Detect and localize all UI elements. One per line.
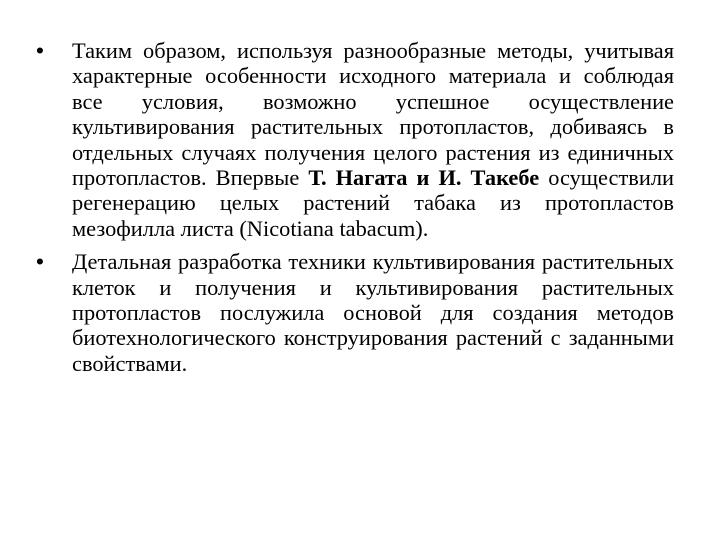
bullet-text: Таким образом, используя разнообразные методы, учитывая характерные особенности исходного материала и соблюдая все условия, возможно успешное осуществление культивирования растительных протопластов, добиваясь в отдельных случаях получения целого растения из единичных протопластов. Впервые bbox=[72, 38, 674, 191]
bullet-text: Детальная разработка техники культивирования растительных клеток и получения и культивирования растительных протопластов послужила основой для создания методов биотехнологического конструирования растений с заданными свойствами. bbox=[72, 249, 674, 376]
bullet-text: осуществили регенерацию целых растений табака из протопластов мезофилла листа (Nicotiana tabacum). bbox=[72, 165, 674, 241]
bullet-marker-icon: • bbox=[36, 249, 44, 275]
bullet-marker-icon: • bbox=[36, 38, 44, 63]
bullet-item-2 bbox=[36, 249, 674, 376]
bullet-item-1 bbox=[36, 38, 674, 241]
bullet-list bbox=[36, 38, 674, 376]
author-names: Т. Нагата и И. Такебе bbox=[308, 165, 540, 191]
